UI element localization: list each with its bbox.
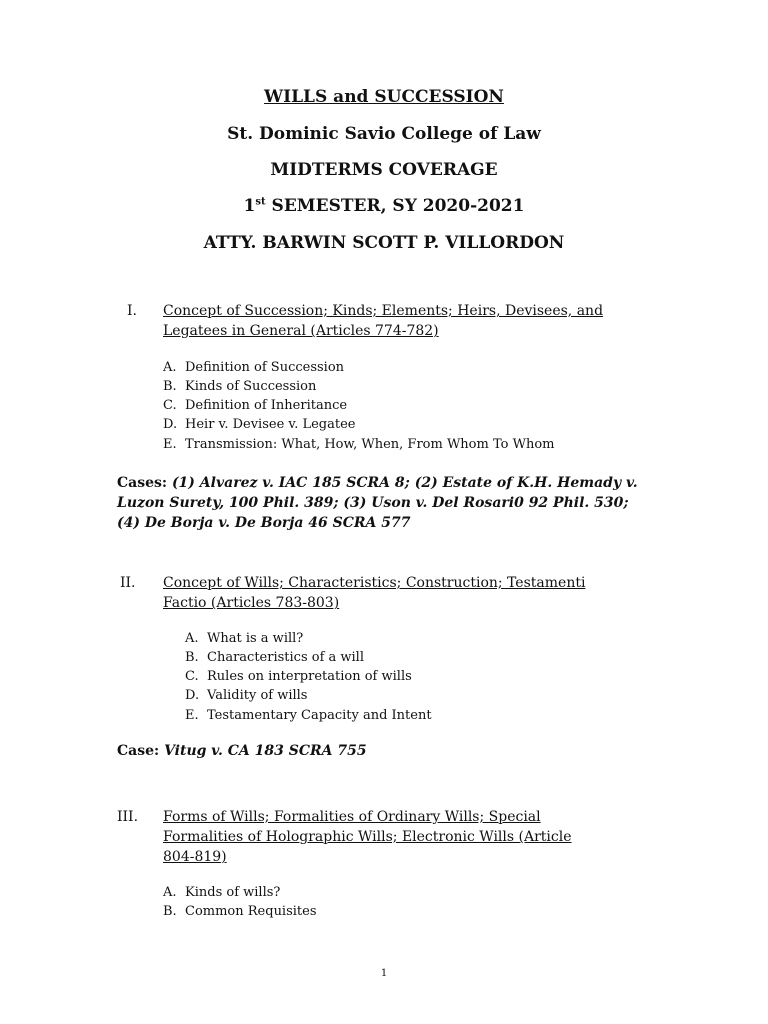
list-item xyxy=(185,669,412,684)
cases-line: Luzon Surety, 100 Phil. 389; (3) Uson v. Del Rosari0 92 Phil. 530; xyxy=(117,495,629,511)
section-title-line: Concept of Succession; Kinds; Elements; Heirs, Devisees, and xyxy=(163,303,604,319)
cases-line: (4) De Borja v. De Borja 46 SCRA 577 xyxy=(117,515,411,531)
section-numeral: III. xyxy=(117,809,139,825)
item-text: Definition of Succession xyxy=(185,360,345,375)
item-text: What is a will? xyxy=(207,631,304,646)
item-letter: B. xyxy=(185,650,199,665)
semester-heading xyxy=(0,196,768,216)
cases-block: Case: Vitug v. CA 183 SCRA 755 xyxy=(117,743,367,759)
cases-line: Vitug v. CA 183 SCRA 755 xyxy=(164,743,367,759)
semester-number: 1 xyxy=(243,196,256,216)
item-letter: E. xyxy=(163,437,177,452)
item-text: Common Requisites xyxy=(185,904,317,919)
item-letter: B. xyxy=(163,379,177,394)
section-title-line: 804-819) xyxy=(163,849,227,865)
section-title-line: Forms of Wills; Formalities of Ordinary Wills; Special xyxy=(163,809,541,825)
list-item xyxy=(185,688,307,703)
item-letter: D. xyxy=(185,688,200,703)
list-item xyxy=(185,631,303,646)
list-item xyxy=(163,904,317,919)
list-item xyxy=(163,398,347,413)
section-numeral: II. xyxy=(120,575,136,591)
cases-label: Case xyxy=(117,743,155,759)
section-title xyxy=(163,301,663,341)
section-title-line: Legatees in General (Articles 774-782) xyxy=(163,323,439,339)
item-text: Kinds of wills? xyxy=(185,885,281,900)
section-title xyxy=(163,807,663,867)
item-text: Kinds of Succession xyxy=(185,379,317,394)
school-name: St. Dominic Savio College of Law xyxy=(227,124,541,144)
item-letter: B. xyxy=(163,904,177,919)
section-numeral: I. xyxy=(127,303,137,319)
item-letter: A. xyxy=(185,631,199,646)
item-letter: C. xyxy=(163,398,177,413)
semester-text: SEMESTER, SY 2020-2021 xyxy=(265,196,525,216)
cases-block: Cases: (1) Alvarez v. IAC 185 SCRA 8; (2) Estate of K.H. Hemady v. Luzon Surety, 100 Phil. 389; (3) Uson v. Del Rosari0 92 Phil. 530; (4) De Borja v. De Borja 46 SCRA 577 xyxy=(117,475,638,531)
cases-line: (1) Alvarez v. IAC 185 SCRA 8; (2) Estate of K.H. Hemady v. xyxy=(171,475,638,491)
list-item xyxy=(163,379,316,394)
list-item xyxy=(163,360,344,375)
coverage-heading: MIDTERMS COVERAGE xyxy=(270,160,498,180)
section-title-line: Factio (Articles 783-803) xyxy=(163,595,340,611)
list-item xyxy=(163,417,356,432)
list-item xyxy=(185,650,364,665)
item-letter: E. xyxy=(185,708,199,723)
page-number: 1 xyxy=(380,968,388,979)
semester-ordinal: st xyxy=(255,196,266,208)
item-letter: A. xyxy=(163,885,177,900)
section-title-line: Formalities of Holographic Wills; Electronic Wills (Article xyxy=(163,829,572,845)
item-letter: C. xyxy=(185,669,199,684)
cases-label: Cases xyxy=(117,475,162,491)
item-text: Rules on interpretation of wills xyxy=(207,669,412,684)
list-item xyxy=(185,708,432,723)
item-text: Transmission: What, How, When, From Whom To Whom xyxy=(185,437,555,452)
item-text: Definition of Inheritance xyxy=(185,398,348,413)
item-text: Validity of wills xyxy=(207,688,308,703)
document-title: WILLS and SUCCESSION xyxy=(264,87,504,107)
item-letter: A. xyxy=(163,360,177,375)
item-text: Heir v. Devisee v. Legatee xyxy=(185,417,356,432)
list-item xyxy=(163,885,280,900)
item-text: Characteristics of a will xyxy=(207,650,364,665)
item-letter: D. xyxy=(163,417,178,432)
instructor-name: ATTY. BARWIN SCOTT P. VILLORDON xyxy=(203,233,565,253)
item-text: Testamentary Capacity and Intent xyxy=(207,708,432,723)
section-title-line: Concept of Wills; Characteristics; Construction; Testamenti xyxy=(163,575,586,591)
section-title xyxy=(163,573,663,613)
list-item xyxy=(163,437,554,452)
